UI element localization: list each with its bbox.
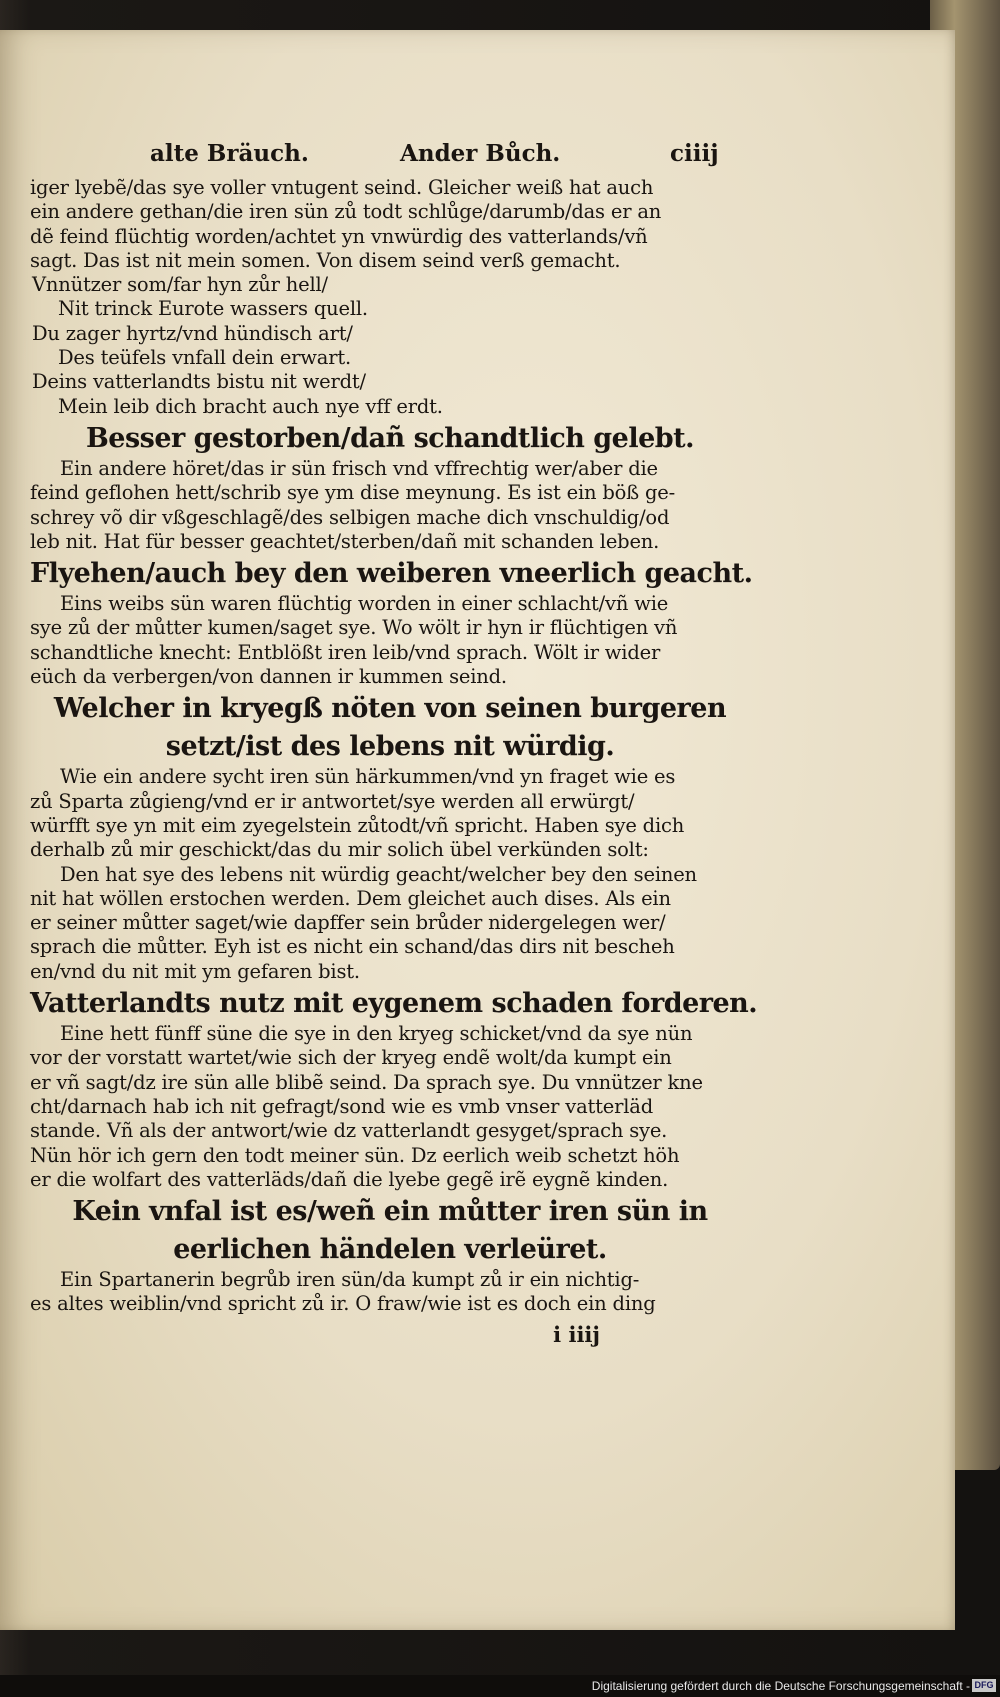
- section-heading: Vatterlandts nutz mit eygenem schaden forderen.: [30, 988, 758, 1020]
- text-line: sagt. Das ist nit mein somen. Von disem seind verß gemacht.: [30, 248, 621, 272]
- text-line: Du zager hyrtz/vnd hündisch art/: [32, 321, 353, 345]
- section-heading: eerlichen händelen verleüret.: [173, 1234, 607, 1266]
- text-line: Nün hör ich gern den todt meiner sün. Dz eerlich weib schetzt höh: [30, 1143, 680, 1167]
- text-line: er vñ sagt/dz ire sün alle blibẽ seind. Da sprach sye. Du vnnützer kne: [30, 1070, 703, 1094]
- text-line: Eine hett fünff süne die sye in den kryeg schicket/vnd da sye nün: [60, 1022, 693, 1046]
- text-line: Wie ein andere sycht iren sün härkummen/vnd yn fraget wie es: [60, 765, 676, 789]
- text-line: cht/darnach hab ich nit gefragt/sond wie es vmb vnser vatterläd: [30, 1094, 654, 1118]
- funding-credit: Digitalisierung gefördert durch die Deutsche Forschungsgemeinschaft -: [591, 1679, 970, 1693]
- running-head-left: alte Bräuch.: [150, 140, 309, 167]
- text-line: Vnnützer som/far hyn zůr hell/: [32, 273, 328, 297]
- text-line: Des teüfels vnfall dein erwart.: [58, 346, 351, 370]
- text-line: sye zů der můtter kumen/saget sye. Wo wölt ir hyn ir flüchtigen vñ: [30, 616, 678, 640]
- dfg-logo: DFG: [972, 1679, 996, 1692]
- section-heading: Flyehen/auch bey den weiberen vneerlich geacht.: [30, 558, 753, 590]
- text-line: schrey võ dir vßgeschlagẽ/des selbigen mache dich vnschuldig/od: [30, 505, 670, 529]
- text-line: Den hat sye des lebens nit würdig geacht/welcher bey den seinen: [60, 862, 697, 886]
- text-line: derhalb zů mir geschickt/das du mir solich übel verkünden solt:: [30, 838, 649, 862]
- text-line: er die wolfart des vatterläds/dañ die lyebe gegẽ irẽ eygnẽ kinden.: [30, 1167, 669, 1191]
- text-line: vor der vorstatt wartet/wie sich der kryeg endẽ wolt/da kumpt ein: [30, 1046, 672, 1070]
- text-line: zů Sparta zůgieng/vnd er ir antwortet/sye werden all erwürgt/: [30, 789, 635, 813]
- text-line: Mein leib dich bracht auch nye vff erdt.: [58, 394, 443, 418]
- section-heading: Kein vnfal ist es/weñ ein můtter iren sün in: [72, 1196, 708, 1228]
- text-line: nit hat wöllen erstochen werden. Dem gleichet auch dises. Als ein: [30, 886, 671, 910]
- text-line: feind geflohen hett/schrib sye ym dise meynung. Es ist ein böß ge-: [30, 481, 676, 505]
- text-line: stande. Vñ als der antwort/wie dz vatterlandt gesyget/sprach sye.: [30, 1119, 668, 1143]
- text-line: Nit trinck Eurote wassers quell.: [58, 297, 368, 321]
- text-line: Eins weibs sün waren flüchtig worden in einer schlacht/vñ wie: [60, 592, 669, 616]
- book-page: [0, 30, 955, 1630]
- text-line: iger lyebẽ/das sye voller vntugent seind. Gleicher weiß hat auch: [30, 176, 654, 199]
- text-line: würfft sye yn mit eim zyegelstein zůtodt/vñ spricht. Haben sye dich: [30, 813, 685, 837]
- text-line: Ein andere höret/das ir sün frisch vnd vffrechtig wer/aber die: [60, 456, 658, 480]
- text-line: Ein Spartanerin begrůb iren sün/da kumpt zů ir ein nichtig-: [60, 1268, 640, 1292]
- text-line: en/vnd du nit mit ym gefaren bist.: [30, 959, 360, 983]
- text-line: es altes weiblin/vnd spricht zů ir. O fraw/wie ist es doch ein ding: [30, 1292, 656, 1316]
- text-line: eüch da verbergen/von dannen ir kummen seind.: [30, 665, 507, 689]
- footer-bar: [0, 1675, 1000, 1697]
- section-heading: Welcher in kryegß nöten von seinen burgeren: [53, 693, 727, 725]
- text-line: er seiner můtter saget/wie dapffer sein brůder nidergelegen wer/: [30, 911, 666, 935]
- folio-number: ciiij: [670, 140, 719, 167]
- text-line: sprach die můtter. Eyh ist es nicht ein schand/das dirs nit bescheh: [30, 935, 675, 959]
- text-line: dẽ feind flüchtig worden/achtet yn vnwürdig des vatterlands/vñ: [30, 224, 648, 248]
- page-text-block: [30, 140, 758, 1347]
- text-line: schandtliche knecht: Entblößt iren leib/vnd sprach. Wölt ir wider: [30, 640, 661, 664]
- running-head: [30, 142, 750, 176]
- section-heading: setzt/ist des lebens nit würdig.: [165, 731, 615, 763]
- section-heading: Besser gestorben/dañ schandtlich gelebt.: [85, 422, 695, 454]
- text-line: ein andere gethan/die iren sün zů todt schlůge/darumb/das er an: [30, 200, 662, 224]
- signature-mark: i iiij: [553, 1321, 600, 1347]
- running-head-center: Ander Bůch.: [400, 140, 561, 167]
- text-lines: [30, 176, 758, 1317]
- text-line: Deins vatterlandts bistu nit werdt/: [32, 370, 366, 394]
- text-line: leb nit. Hat für besser geachtet/sterben/dañ mit schanden leben.: [30, 529, 660, 553]
